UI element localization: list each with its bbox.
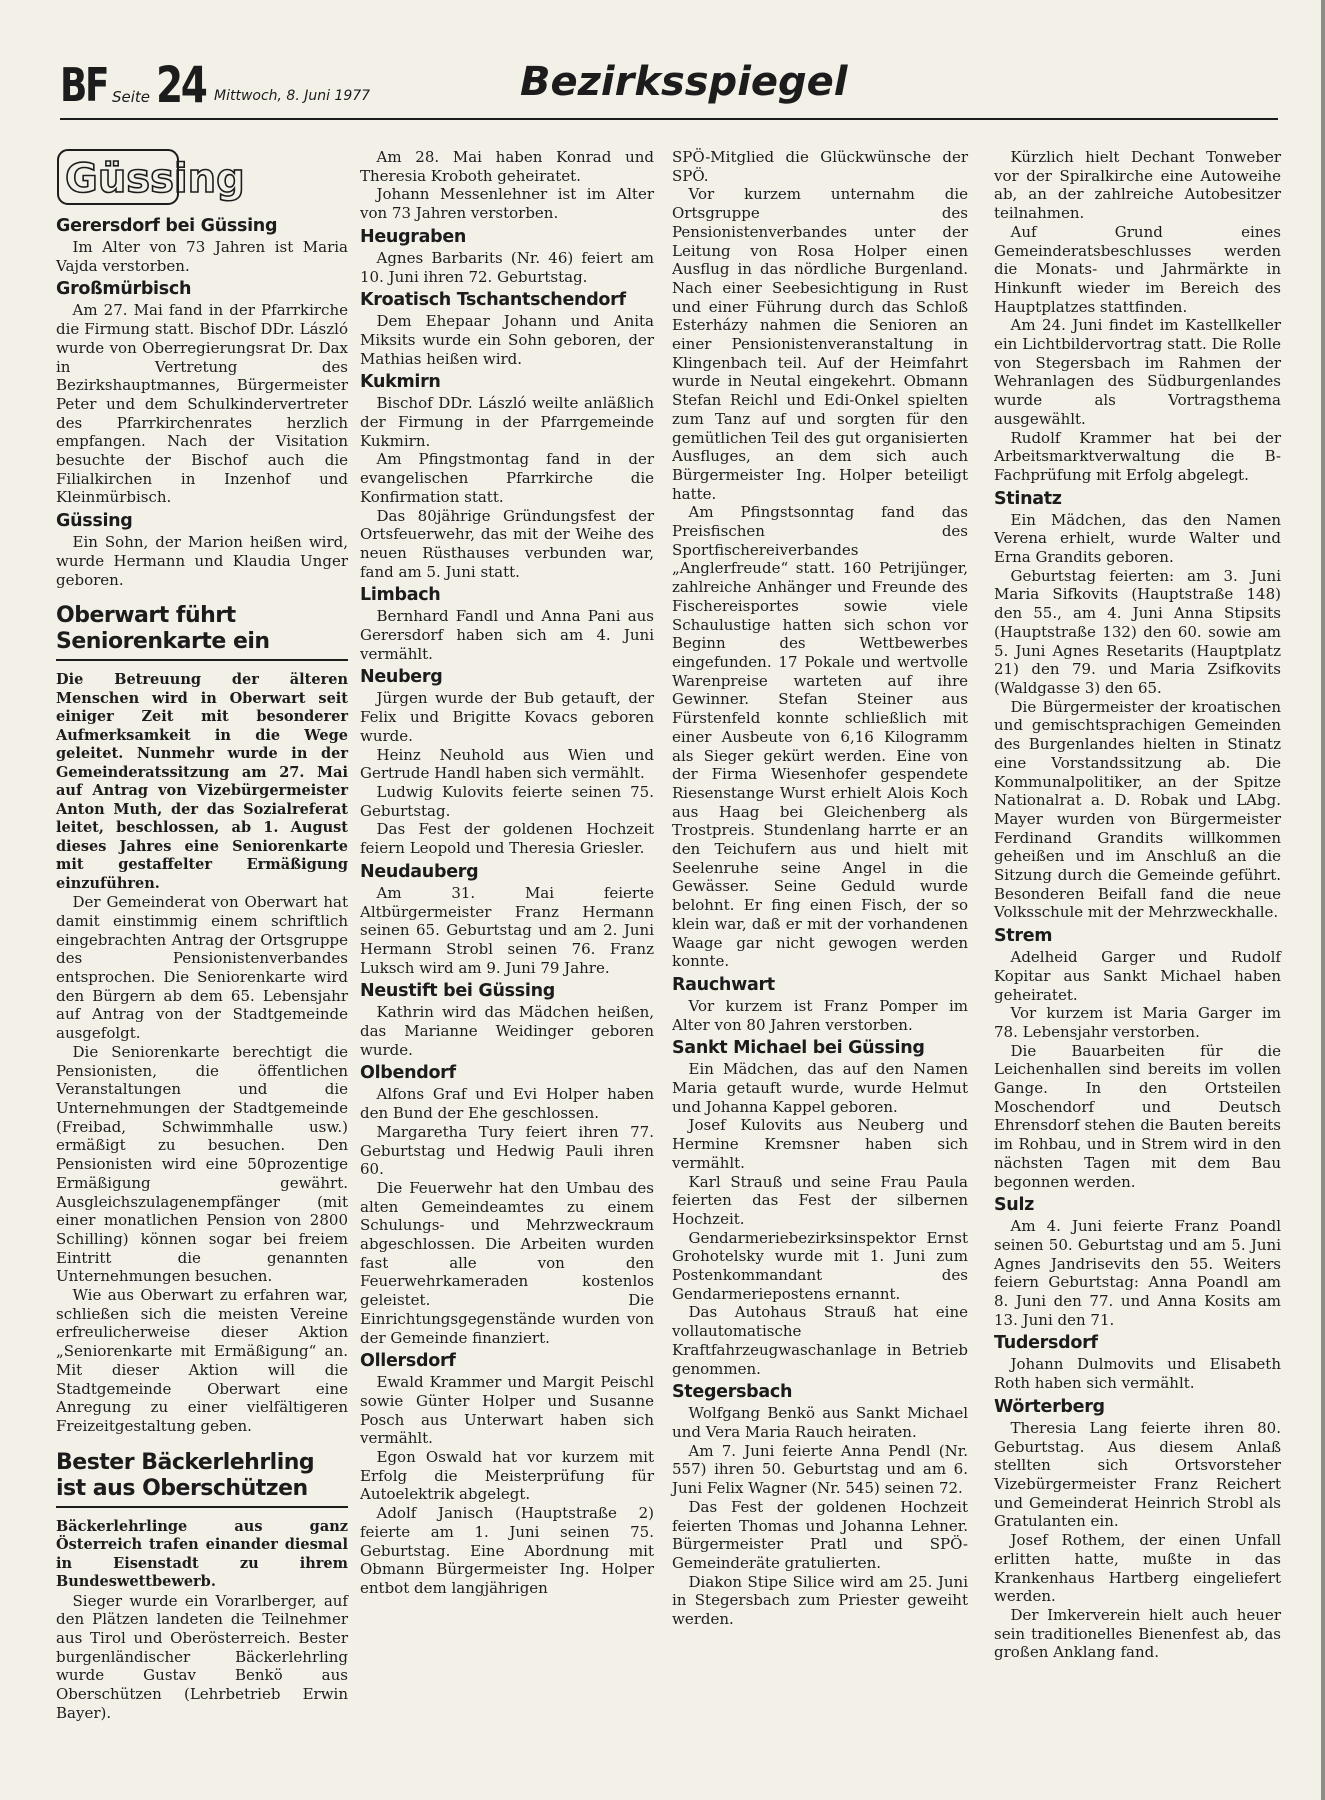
paragraph: Theresia Lang feierte ihren 80. Geburtstag. Aus diesem Anlaß stellten sich Ortsvorsteher Vizebürgermeister Franz Reichert und Gemeinderat Heinrich Strobl als Gratulanten ein.	[994, 1418, 1281, 1531]
lead-headline-guessing	[56, 148, 245, 206]
paragraph: Bischof DDr. László weilte anläßlich der Firmung in der Pfarrgemeinde Kukmirn.	[360, 394, 654, 450]
paragraph: Am 7. Juni feierte Anna Pendl (Nr. 557) ihren 50. Geburtstag und am 6. Juni Felix Wagner (Nr. 545) seinen 72.	[672, 1441, 968, 1498]
paragraph: Auf Grund eines Gemeinderatsbeschlusses werden die Monats- und Jahrmärkte in Hinkunft wieder im Bereich des Hauptplatzes stattfinden.	[994, 222, 1281, 316]
paragraph: Ein Mädchen, das den Namen Verena erhielt, wurde Walter und Erna Grandits geboren.	[994, 510, 1281, 567]
paragraph: Dem Ehepaar Johann und Anita Miksits wurde ein Sohn geboren, der Mathias heißen wird.	[360, 312, 654, 368]
paragraph: Das Fest der goldenen Hochzeit feiern Leopold und Theresia Griesler.	[360, 820, 654, 858]
column-4-body	[994, 148, 1281, 1662]
paragraph: Josef Rothem, der einen Unfall erlitten hatte, mußte in das Krankenhaus Hartberg eingeliefert werden.	[994, 1531, 1281, 1606]
column-4	[994, 148, 1281, 1662]
page-label: Seite	[112, 88, 151, 106]
place-heading: Kroatisch Tschantschendorf	[360, 290, 626, 311]
place-heading: Neudauberg	[360, 861, 479, 882]
paper-logo: BF	[60, 58, 108, 112]
place-heading: Stinatz	[994, 488, 1062, 509]
article-intro: Bäckerlehrlinge aus ganz Österreich trafen einander diesmal in Eisenstadt zu ihrem Bundeswettbewerb.	[56, 1517, 348, 1591]
place-heading: Limbach	[360, 585, 441, 606]
column-3	[672, 148, 968, 1629]
place-heading: Stegersbach	[672, 1382, 793, 1403]
issue-date: Mittwoch, 8. Juni 1977	[214, 88, 371, 104]
article-headline: Bester Bäckerlehrling ist aus Oberschützen	[56, 1450, 348, 1508]
paragraph: Am 31. Mai feierte Altbürgermeister Franz Hermann seinen 65. Geburtstag und am 2. Juni Hermann Strobl seinen 76. Franz Luksch wird am 9. Juni 79 Jahre.	[360, 883, 654, 977]
paragraph: Geburtstag feierten: am 3. Juni Maria Sifkovits (Hauptstraße 148) den 55., am 4. Juni Anna Stipsits (Hauptstraße 132) den 60. sowie am 5. Juni Agnes Resetarits (Hauptplatz 21) den 79. und Maria Zsifkovits (Waldgasse 3) den 65.	[994, 566, 1281, 697]
paragraph: Die Feuerwehr hat den Umbau des alten Gemeindeamtes zu einem Schulungs- und Mehrzweckraum abgeschlossen. Die Arbeiten wurden fast alle von den Feuerwehrkameraden kostenlos geleistet. Die Einrichtungsgegenstände wurden von der Gemeinde finanziert.	[360, 1178, 654, 1347]
paragraph: Johann Messenlehner ist im Alter von 73 Jahren verstorben.	[360, 185, 654, 223]
place-heading: Güssing	[56, 511, 133, 532]
paragraph: Der Imkerverein hielt auch heuer sein traditionelles Bienenfest ab, das großen Anklang fand.	[994, 1605, 1281, 1662]
place-heading: Olbendorf	[360, 1063, 456, 1084]
place-heading: Gerersdorf bei Güssing	[56, 216, 278, 236]
paragraph: Die Bauarbeiten für die Leichenhallen sind bereits im vollen Gange. In den Ortsteilen Moschendorf und Deutsch Ehrensdorf stehen die Bauten bereits im Rohbau, und in Strem wird in den nächsten Tagen mit dem Bau begonnen werden.	[994, 1041, 1281, 1191]
section-title: Bezirksspiegel	[520, 59, 848, 105]
paragraph: Rudolf Krammer hat bei der Arbeitsmarktverwaltung die B-Fachprüfung mit Erfolg abgelegt.	[994, 428, 1281, 484]
place-heading: Rauchwart	[672, 974, 775, 995]
masthead	[60, 58, 1280, 124]
place-heading: Neuberg	[360, 667, 443, 688]
paragraph: Das Autohaus Strauß hat eine vollautomatische Kraftfahrzeugwaschanlage in Betrieb genommen.	[672, 1303, 968, 1378]
paragraph: Am 24. Juni findet im Kastellkeller ein Lichtbildervortrag statt. Die Rolle von Stegersbach im Rahmen der Wehranlagen des Südburgenlandes wurde als Vortragsthema ausgewählt.	[994, 316, 1281, 428]
paragraph: Adelheid Garger und Rudolf Kopitar aus Sankt Michael haben geheiratet.	[994, 948, 1281, 1004]
paragraph: Wie aus Oberwart zu erfahren war, schließen sich die meisten Vereine erfreulicherweise dieser Aktion „Seniorenkarte mit Ermäßigung“ an. Mit dieser Aktion will die Stadtgemeinde Oberwart eine Anregung zu einer vielfältigeren Freizeitgestaltung geben.	[56, 1286, 348, 1435]
place-heading: Sulz	[994, 1195, 1035, 1216]
paragraph: Ein Mädchen, das auf den Namen Maria getauft wurde, wurde Helmut und Johanna Kappel geboren.	[672, 1060, 968, 1116]
paragraph: Kathrin wird das Mädchen heißen, das Marianne Weidinger geboren wurde.	[360, 1003, 654, 1059]
article-headline: Oberwart führt Seniorenkarte ein	[56, 603, 348, 661]
place-heading: Großmürbisch	[56, 279, 192, 300]
paragraph: Vor kurzem ist Franz Pomper im Alter von 80 Jahren verstorben.	[672, 996, 968, 1034]
paragraph: Am Pfingstsonntag fand das Preisfischen des Sportfischereiverbandes „Anglerfreude“ statt. 160 Petrijünger, zahlreiche Anhänger und Freunde des Fischereisportes sowie viele Schaulustige hatten sich schon vor Beginn des Wettbewerbes eingefunden. 17 Pokale und wertvolle Warenpreise warteten auf ihre Gewinner. Stefan Steiner aus Fürstenfeld konnte schließlich mit einer Ausbeute von 6,16 Kilogramm als Sieger gekürt werden. Eine von der Firma Wiesenhofer gespendete Riesenstange Wurst erhielt Alois Koch aus Haag bei Gleichenberg als Trostpreis. Stundenlang harrte er an den Teichufern aus und hielt mit Seelenruhe seine Angel in die Gewässer. Seine Geduld wurde belohnt. Er fing einen Fisch, der so klein war, daß er mit der vorhandenen Waage gar nicht gewogen werden konnte.	[672, 503, 968, 971]
place-heading: Ollersdorf	[360, 1351, 456, 1372]
paragraph: Alfons Graf und Evi Holper haben den Bund der Ehe geschlossen.	[360, 1085, 654, 1123]
column-2-body	[360, 148, 654, 1598]
paragraph: Der Gemeinderat von Oberwart hat damit einstimmig einem schriftlich eingebrachten Antrag der Ortsgruppe des Pensionistenverbandes entsprochen. Die Seniorenkarte wird den Bürgern ab dem 65. Lebensjahr auf Antrag von der Stadtgemeinde ausgefolgt.	[56, 893, 348, 1043]
article-intro: Die Betreuung der älteren Menschen wird in Oberwart seit einiger Zeit mit besonderer Aufmerksamkeit in die Wege geleitet. Nunmehr wurde in der Gemeinderatssitzung am 27. Mai auf Antrag von Vizebürgermeister Anton Muth, der das Sozialreferat leitet, beschlossen, ab 1. August dieses Jahres eine Seniorenkarte mit gestaffelter Ermäßigung einzuführen.	[56, 671, 348, 892]
paragraph: Am 27. Mai fand in der Pfarrkirche die Firmung statt. Bischof DDr. László wurde von Oberregierungsrat Dr. Dax in Vertretung des Bezirkshauptmannes, Bürgermeister Peter und dem Schulkindervertreter des Pfarrkirchenrates herzlich empfangen. Nach der Visitation besuchte der Bischof auch die Filialkirchen in Inzenhof und Kleinmürbisch.	[56, 301, 348, 507]
column-1-body	[56, 216, 348, 1723]
column-3-body	[672, 148, 968, 1629]
place-heading: Kukmirn	[360, 372, 441, 393]
paragraph: Am Pfingstmontag fand in der evangelischen Pfarrkirche die Konfirmation statt.	[360, 450, 654, 506]
place-heading: Sankt Michael bei Güssing	[672, 1038, 925, 1059]
paragraph: Karl Strauß und seine Frau Paula feierten das Fest der silbernen Hochzeit.	[672, 1172, 968, 1228]
place-heading: Wörterberg	[994, 1396, 1105, 1417]
paragraph: Egon Oswald hat vor kurzem mit Erfolg die Meisterprüfung für Autoelektrik abgelegt.	[360, 1448, 654, 1504]
column-2	[360, 148, 654, 1598]
paragraph: Ewald Krammer und Margit Peischl sowie Günter Holper und Susanne Posch aus Unterwart haben sich vermählt.	[360, 1373, 654, 1448]
paragraph: Agnes Barbarits (Nr. 46) feiert am 10. Juni ihren 72. Geburtstag.	[360, 248, 654, 286]
paragraph: Am 4. Juni feierte Franz Poandl seinen 50. Geburtstag und am 5. Juni Agnes Jandrisevits den 55. Weiters feiern Geburtstag: Anna Poandl am 8. Juni den 77. und Anna Kosits am 13. Juni den 71.	[994, 1217, 1281, 1329]
paragraph: Das 80jährige Gründungsfest der Ortsfeuerwehr, das mit der Weihe des neuen Rüsthauses verbunden war, fand am 5. Juni statt.	[360, 506, 654, 581]
paragraph: Heinz Neuhold aus Wien und Gertrude Handl haben sich vermählt.	[360, 745, 654, 783]
paragraph: Kürzlich hielt Dechant Tonweber vor der Spiralkirche eine Autoweihe ab, an der zahlreiche Autobesitzer teilnahmen.	[994, 148, 1281, 223]
paragraph: SPÖ-Mitglied die Glückwünsche der SPÖ.	[672, 148, 968, 185]
paragraph: Sieger wurde ein Vorarlberger, auf den Plätzen landeten die Teilnehmer aus Tirol und Oberösterreich. Bester burgenländischer Bäckerlehrling wurde Gustav Benkö aus Oberschützen (Lehrbetrieb Erwin Bayer).	[56, 1591, 348, 1722]
paragraph: Ludwig Kulovits feierte seinen 75. Geburtstag.	[360, 782, 654, 820]
masthead-rule	[60, 118, 1278, 120]
place-heading: Strem	[994, 926, 1053, 947]
paragraph: Josef Kulovits aus Neuberg und Hermine Kremsner haben sich vermählt.	[672, 1116, 968, 1172]
paragraph: Die Seniorenkarte berechtigt die Pensionisten, die öffentlichen Veranstaltungen und die Unternehmungen der Stadtgemeinde (Freibad, Schwimmhalle usw.) ermäßigt zu besuchen. Den Pensionisten wird eine 50prozentige Ermäßigung gewährt. Ausgleichszulagenempfänger (mit einer monatlichen Pension von 2800 Schilling) können sogar bei freiem Eintritt die genannten Unternehmungen besuchen.	[56, 1042, 348, 1286]
place-heading: Heugraben	[360, 226, 467, 247]
page-edge-shadow	[1321, 0, 1325, 1800]
paragraph: Die Bürgermeister der kroatischen und gemischtsprachigen Gemeinden des Burgenlandes hielten in Stinatz eine Vorstandssitzung ab. Die Kommunalpolitiker, an der Spitze Nationalrat a. D. Robak und LAbg. Mayer wurden von Bürgermeister Ferdinand Grandits willkommen geheißen und im Anschluß an die Sitzung durch die Gemeinde geführt. Besonderen Beifall fand die neue Volksschule mit der Mehrzweckhalle.	[994, 697, 1281, 922]
paragraph: Jürgen wurde der Bub getauft, der Felix und Brigitte Kovacs geboren wurde.	[360, 689, 654, 745]
place-heading: Tudersdorf	[994, 1333, 1098, 1354]
lead-headline-text: Güssing	[65, 156, 245, 202]
paragraph: Im Alter von 73 Jahren ist Maria Vajda verstorben.	[56, 238, 348, 275]
paragraph: Margaretha Tury feiert ihren 77. Geburtstag und Hedwig Pauli ihren 60.	[360, 1122, 654, 1179]
place-heading: Neustift bei Güssing	[360, 981, 555, 1002]
paragraph: Bernhard Fandl und Anna Pani aus Gerersdorf haben sich am 4. Juni vermählt.	[360, 607, 654, 663]
paragraph: Vor kurzem unternahm die Ortsgruppe des Pensionistenverbandes unter der Leitung von Rosa Holper einen Ausflug in das nördliche Burgenland. Nach einer Seebesichtigung in Rust und einer Führung durch das Schloß Esterházy nahmen die Senioren an einer Pensionistenveranstaltung in Klingenbach teil. Auf der Heimfahrt wurde in Neutal eingekehrt. Obmann Stefan Reichl und Edi-Onkel spielten zum Tanz auf und sorgten für den gemütlichen Teil des gut organisierten Ausfluges, an dem sich auch Bürgermeister Ing. Holper beteiligt hatte.	[672, 185, 968, 503]
paragraph: Diakon Stipe Silice wird am 25. Juni in Stegersbach zum Priester geweiht werden.	[672, 1572, 968, 1629]
paragraph: Ein Sohn, der Marion heißen wird, wurde Hermann und Klaudia Unger geboren.	[56, 533, 348, 589]
paragraph: Am 28. Mai haben Konrad und Theresia Kroboth geheiratet.	[360, 148, 654, 185]
paragraph: Das Fest der goldenen Hochzeit feierten Thomas und Johanna Lehner. Bürgermeister Pratl und SPÖ-Gemeinderäte gratulierten.	[672, 1497, 968, 1572]
paragraph: Wolfgang Benkö aus Sankt Michael und Vera Maria Rauch heiraten.	[672, 1404, 968, 1441]
paragraph: Vor kurzem ist Maria Garger im 78. Lebensjahr verstorben.	[994, 1004, 1281, 1041]
page-number: 24	[156, 56, 206, 114]
paragraph: Adolf Janisch (Hauptstraße 2) feierte am 1. Juni seinen 75. Geburtstag. Eine Abordnung mit Obmann Bürgermeister Ing. Holper entbot dem langjährigen	[360, 1504, 654, 1597]
paragraph: Johann Dulmovits und Elisabeth Roth haben sich vermählt.	[994, 1355, 1281, 1393]
paragraph: Gendarmeriebezirksinspektor Ernst Grohotelsky wurde mit 1. Juni zum Postenkommandant des Gendarmeriepostens ernannt.	[672, 1228, 968, 1303]
column-1	[56, 148, 348, 1723]
